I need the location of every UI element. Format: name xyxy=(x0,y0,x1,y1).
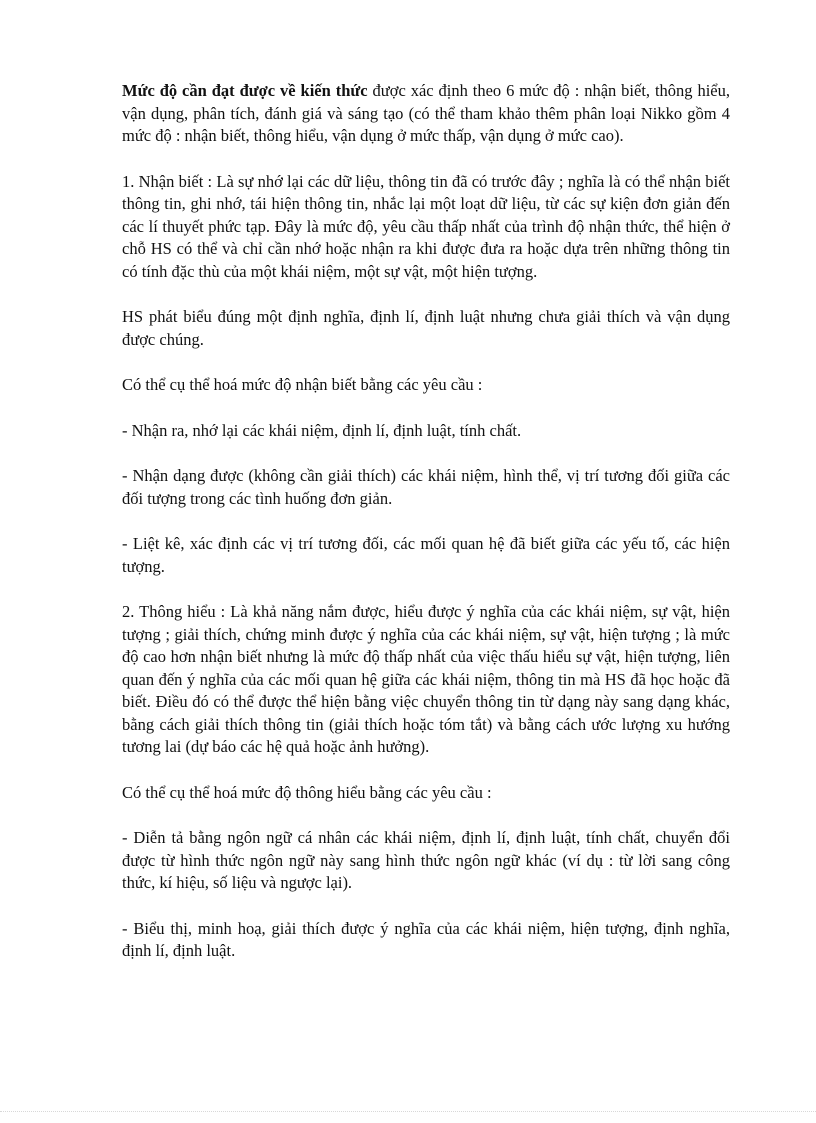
list-item-dien-ta: - Diễn tả bằng ngôn ngữ cá nhân các khái niệm, định lí, định luật, tính chất, chuyển đổi được từ hình thức ngôn ngữ này sang hình thức ngôn ngữ khác (ví dụ : từ lời sang công thức, kí hiệu, số liệu và ngược lại). xyxy=(122,828,730,892)
list-item-liet-ke: - Liệt kê, xác định các vị trí tương đối, các mối quan hệ đã biết giữa các yếu tố, các hiện tượng. xyxy=(122,534,730,576)
page-bottom-rule xyxy=(0,1111,816,1112)
list-item-nhan-dang: - Nhận dạng được (không cần giải thích) các khái niệm, hình thể, vị trí tương đối giữa các đối tượng trong các tình huống đơn giản. xyxy=(122,466,730,508)
intro-lead: Mức độ cần đạt được về kiến thức xyxy=(122,81,368,100)
intro-paragraph xyxy=(122,80,730,148)
paragraph-hs-phat-bieu: HS phát biểu đúng một định nghĩa, định lí, định luật nhưng chưa giải thích và vận dụng được chúng. xyxy=(122,307,730,349)
list-item-bieu-thi: - Biểu thị, minh hoạ, giải thích được ý nghĩa của các khái niệm, hiện tượng, định nghĩa, định lí, định luật. xyxy=(122,918,730,960)
paragraph-nhan-biet: 1. Nhận biết : Là sự nhớ lại các dữ liệu, thông tin đã có trước đây ; nghĩa là có thể nhận biết thông tin, ghi nhớ, tái hiện thông tin, nhắc lại một loạt dữ liệu, từ các sự kiện đơn giản đến các lí thuyết phức tạp. Đây là mức độ, yêu cầu thấp nhất của trình độ nhận thức, thể hiện ở chỗ HS có thể và chỉ cần nhớ hoặc nhận ra khi được đưa ra hoặc dựa trên những thông tin có tính đặc thù của một khái niệm, một sự vật, một hiện tượng. xyxy=(122,171,730,281)
paragraph-thong-hieu: 2. Thông hiểu : Là khả năng nắm được, hiểu được ý nghĩa của các khái niệm, sự vật, hiện tượng ; giải thích, chứng minh được ý nghĩa của các khái niệm, sự vật, hiện tượng ; là mức độ cao hơn nhận biết nhưng là mức độ thấp nhất của việc thấu hiểu sự vật, hiện tượng, liên quan đến ý nghĩa của các mối quan hệ giữa các khái niệm, thông tin mà HS đã học hoặc đã biết. Điều đó có thể được thể hiện bằng việc chuyển thông tin từ dạng này sang dạng khác, bằng cách giải thích thông tin (giải thích hoặc tóm tắt) và bằng cách ước lượng xu hướng tương lai (dự báo các hệ quả hoặc ảnh hưởng). xyxy=(122,602,730,756)
list-item-nhan-ra: - Nhận ra, nhớ lại các khái niệm, định lí, định luật, tính chất. xyxy=(122,420,522,440)
document-page xyxy=(122,80,730,986)
paragraph-cu-the-hoa-thong-hieu: Có thể cụ thể hoá mức độ thông hiểu bằng các yêu cầu : xyxy=(122,782,492,802)
intro-rest: được xác định theo 6 mức độ : nhận biết, thông hiểu, vận dụng, phân tích, đánh giá và sáng tạo (có thể tham khảo thêm phân loại Nikko gồm 4 mức độ : nhận biết, thông hiểu, vận dụng ở mức thấp, vận dụng ở mức cao). xyxy=(122,81,731,145)
paragraph-cu-the-hoa-nhan-biet: Có thể cụ thể hoá mức độ nhận biết bằng các yêu cầu : xyxy=(122,375,483,394)
